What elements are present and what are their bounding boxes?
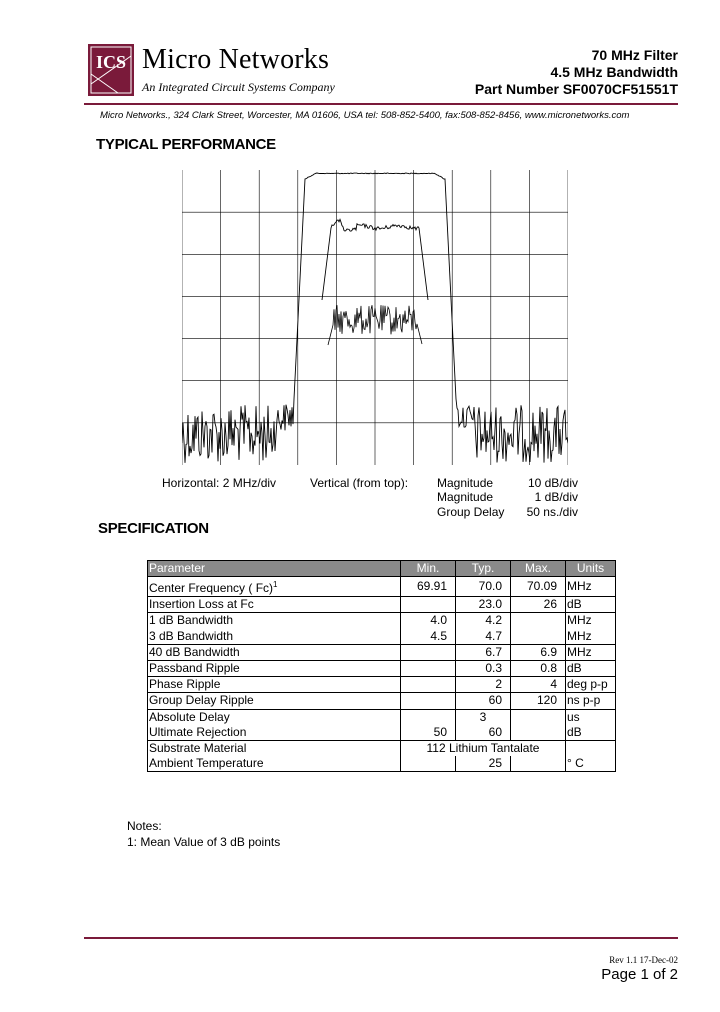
table-row [148, 725, 616, 741]
units: dB [566, 660, 616, 676]
table-row [148, 677, 616, 693]
note-item: 1: Mean Value of 3 dB points [127, 835, 281, 849]
max-value [511, 629, 566, 645]
header-divider [84, 103, 678, 105]
param-name: Center Frequency ( Fc) [149, 581, 274, 596]
table-row [148, 613, 616, 629]
units: MHz [566, 629, 616, 645]
horizontal-scale: Horizontal: 2 MHz/div [162, 476, 277, 490]
table-row [148, 629, 616, 645]
typ-value: 0.3 [456, 660, 511, 676]
max-value: 70.09 [511, 577, 566, 597]
param-name: 40 dB Bandwidth [148, 644, 401, 660]
company-name: Micro Networks [142, 44, 330, 75]
param-name: 1 dB Bandwidth [148, 613, 401, 629]
typ-value: 4.2 [456, 613, 511, 629]
min-value: 69.91 [401, 577, 456, 597]
param-name: Absolute Delay [148, 709, 401, 725]
product-title: 70 MHz Filter [591, 47, 678, 63]
table-row [148, 597, 616, 613]
trace-name: Magnitude [437, 490, 494, 504]
table-row [148, 644, 616, 660]
typ-value: 70.0 [456, 577, 511, 597]
max-value [511, 613, 566, 629]
param-name: Substrate Material [148, 740, 401, 756]
trace-scale: 10 dB/div [527, 476, 578, 490]
min-value [401, 677, 456, 693]
units: ° C [566, 756, 616, 772]
table-row [148, 740, 616, 756]
typ-value: 6.7 [456, 644, 511, 660]
param-name: 3 dB Bandwidth [148, 629, 401, 645]
column-header: Max. [511, 561, 566, 577]
trace-scale: 1 dB/div [534, 490, 578, 504]
page-number: Page 1 of 2 [601, 966, 678, 983]
footnote-marker: 1 [273, 580, 278, 590]
min-value [401, 693, 456, 709]
units: MHz [566, 577, 616, 597]
param-name: Insertion Loss at Fc [148, 597, 401, 613]
units: MHz [566, 613, 616, 629]
units: dB [566, 725, 616, 741]
param-name: Ambient Temperature [148, 756, 401, 772]
specification-table [147, 560, 616, 772]
min-value [401, 756, 456, 772]
table-row [148, 693, 616, 709]
specification-title: SPECIFICATION [98, 520, 209, 537]
max-value [511, 709, 566, 725]
table-row [148, 709, 616, 725]
ics-logo [88, 44, 134, 96]
company-tagline: An Integrated Circuit Systems Company [142, 80, 335, 94]
trace-name: Magnitude [437, 476, 494, 490]
table-row [148, 660, 616, 676]
typ-value: 3 [456, 709, 511, 725]
param-name: Passband Ripple [148, 660, 401, 676]
max-value [511, 756, 566, 772]
column-header: Parameter [148, 561, 401, 577]
notes-title: Notes: [127, 819, 162, 833]
column-header: Typ. [456, 561, 511, 577]
performance-title: TYPICAL PERFORMANCE [96, 136, 276, 153]
max-value: 0.8 [511, 660, 566, 676]
footer-divider [84, 937, 678, 939]
svg-text:ICS: ICS [95, 52, 127, 72]
performance-plot [182, 170, 568, 465]
max-value: 4 [511, 677, 566, 693]
units: MHz [566, 644, 616, 660]
min-value [401, 709, 456, 725]
revision-label: Rev 1.1 17-Dec-02 [609, 955, 678, 965]
table-header-row [148, 561, 616, 577]
min-value: 4.5 [401, 629, 456, 645]
min-value [401, 644, 456, 660]
units: ns p-p [566, 693, 616, 709]
notes [127, 818, 280, 850]
units: deg p-p [566, 677, 616, 693]
table-row [148, 577, 616, 597]
company-address: Micro Networks., 324 Clark Street, Worcester, MA 01606, USA tel: 508-852-5400, fax:508-852-8456, www.micronetworks.com [100, 110, 630, 121]
product-bandwidth: 4.5 MHz Bandwidth [550, 64, 678, 80]
typ-value: 2 [456, 677, 511, 693]
typ-value: 60 [456, 725, 511, 741]
units: dB [566, 597, 616, 613]
vertical-scale-label: Vertical (from top): [310, 476, 409, 490]
param-name: Group Delay Ripple [148, 693, 401, 709]
units: us [566, 709, 616, 725]
param-name: Ultimate Rejection [148, 725, 401, 741]
max-value: 120 [511, 693, 566, 709]
max-value [511, 725, 566, 741]
column-header: Units [566, 561, 616, 577]
substrate-value: 112 Lithium Tantalate [401, 740, 566, 756]
min-value [401, 597, 456, 613]
typ-value: 25 [456, 756, 511, 772]
typ-value: 60 [456, 693, 511, 709]
table-row [148, 756, 616, 772]
typ-value: 4.7 [456, 629, 511, 645]
max-value: 26 [511, 597, 566, 613]
trace-scale: 50 ns./div [526, 505, 578, 519]
min-value: 4.0 [401, 613, 456, 629]
param-name: Phase Ripple [148, 677, 401, 693]
trace-name: Group Delay [437, 505, 505, 519]
min-value: 50 [401, 725, 456, 741]
column-header: Min. [401, 561, 456, 577]
min-value [401, 660, 456, 676]
part-number: Part Number SF0070CF51551T [474, 81, 678, 97]
max-value: 6.9 [511, 644, 566, 660]
typ-value: 23.0 [456, 597, 511, 613]
